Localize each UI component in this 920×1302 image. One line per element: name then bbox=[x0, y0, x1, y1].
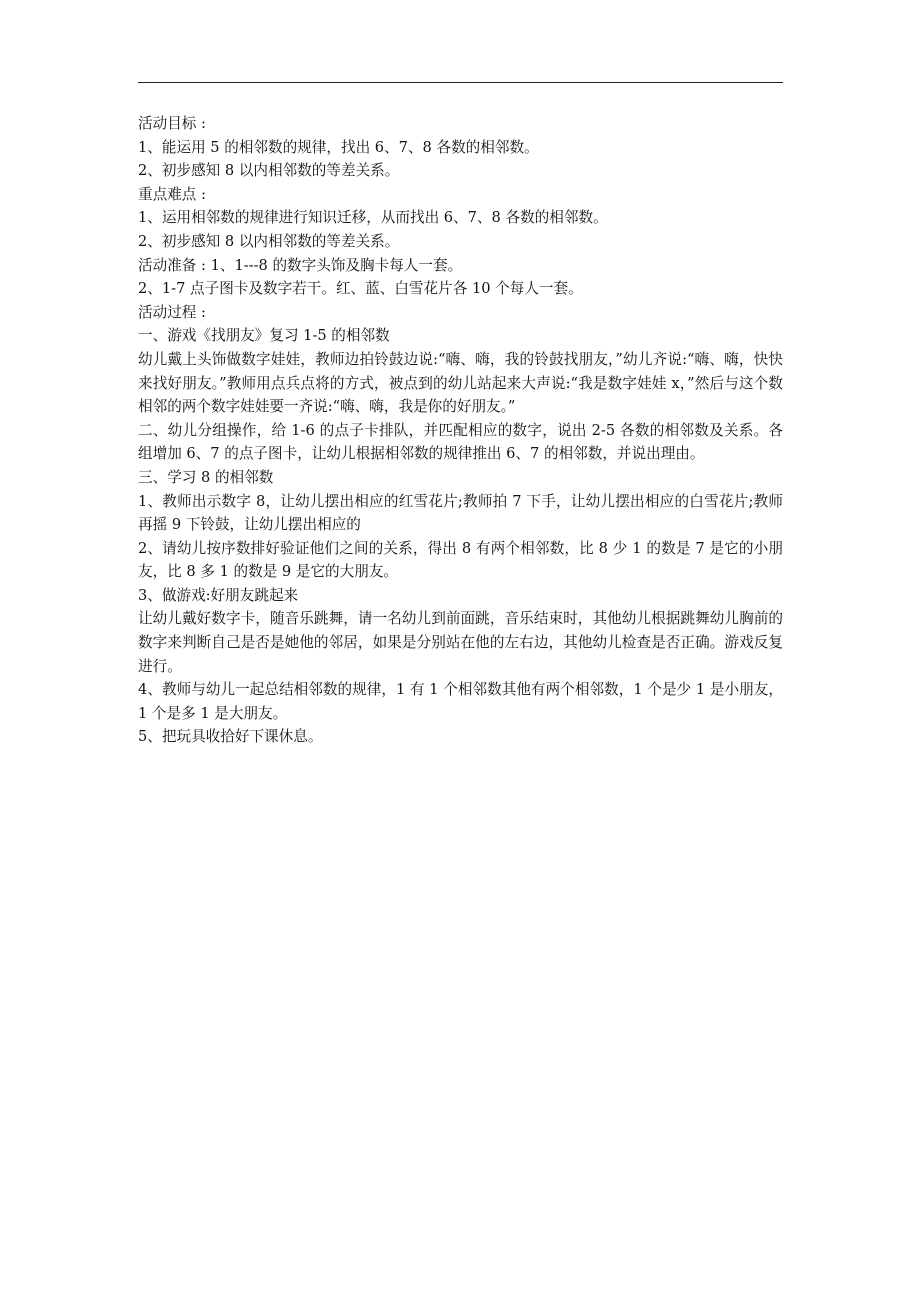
paragraph: 5、把玩具收拾好下课休息。 bbox=[138, 728, 323, 746]
paragraph: 4、教师与幼儿一起总结相邻数的规律，1 有 1 个相邻数其他有两个相邻数，1 个是少 1 是小朋友，1 个是多 1 是大朋友。 bbox=[138, 681, 783, 722]
paragraph: 1、教师出示数字 8，让幼儿摆出相应的红雪花片;教师拍 7 下手，让幼儿摆出相应的白雪花片;教师再摇 9 下铃鼓，让幼儿摆出相应的 bbox=[138, 492, 783, 534]
document-body bbox=[138, 112, 783, 749]
paragraph: 1、能运用 5 的相邻数的规律，找出 6、7、8 各数的相邻数。 bbox=[138, 138, 539, 156]
header-rule bbox=[138, 82, 783, 83]
paragraph: 2、请幼儿按序数排好验证他们之间的关系，得出 8 有两个相邻数，比 8 少 1 的数是 7 是它的小朋友，比 8 多 1 的数是 9 是它的大朋友。 bbox=[138, 539, 783, 581]
paragraph: 2、初步感知 8 以内相邻数的等差关系。 bbox=[138, 162, 400, 180]
section-heading-preparation: 活动准备 : 1、1---8 的数字头饰及胸卡每人一套。 bbox=[138, 256, 463, 274]
paragraph: 让幼儿戴好数字卡，随音乐跳舞，请一名幼儿到前面跳，音乐结束时，其他幼儿根据跳舞幼儿胸前的数字来判断自己是否是她他的邻居，如果是分别站在他的左右边，其他幼儿检查是否正确。游戏反复进行。 bbox=[138, 610, 783, 675]
paragraph: 3、做游戏:好朋友跳起来 bbox=[138, 586, 299, 604]
section-heading-process: 活动过程 : bbox=[138, 303, 206, 321]
paragraph: 2、初步感知 8 以内相邻数的等差关系。 bbox=[138, 232, 400, 250]
subheading-part-three: 三、学习 8 的相邻数 bbox=[138, 468, 274, 486]
paragraph: 2、1-7 点子图卡及数字若干。红、蓝、白雪花片各 10 个每人一套。 bbox=[138, 280, 583, 298]
paragraph: 1、运用相邻数的规律进行知识迁移，从而找出 6、7、8 各数的相邻数。 bbox=[138, 209, 608, 227]
subheading-part-one: 一、游戏《找朋友》复习 1-5 的相邻数 bbox=[138, 327, 390, 345]
section-heading-goals: 活动目标 : bbox=[138, 115, 206, 132]
subheading-part-two: 二、幼儿分组操作，给 1-6 的点子卡排队，并匹配相应的数字，说出 2-5 各数的相邻数及关系。各组增加 6、7 的点子图卡，让幼儿根据相邻数的规律推出 6、7 的相邻数，并说出理由。 bbox=[138, 421, 783, 463]
section-heading-key-points: 重点难点 : bbox=[138, 185, 206, 203]
paragraph: 幼儿戴上头饰做数字娃娃，教师边拍铃鼓边说:“嗨、嗨，我的铃鼓找朋友，”幼儿齐说:“嗨、嗨，快快来找好朋友。”教师用点兵点将的方式，被点到的幼儿站起来大声说:“我是数字娃娃 x，”然后与这个数相邻的两个数字娃娃要一齐说:“嗨、嗨，我是你的好朋友。” bbox=[138, 350, 783, 416]
